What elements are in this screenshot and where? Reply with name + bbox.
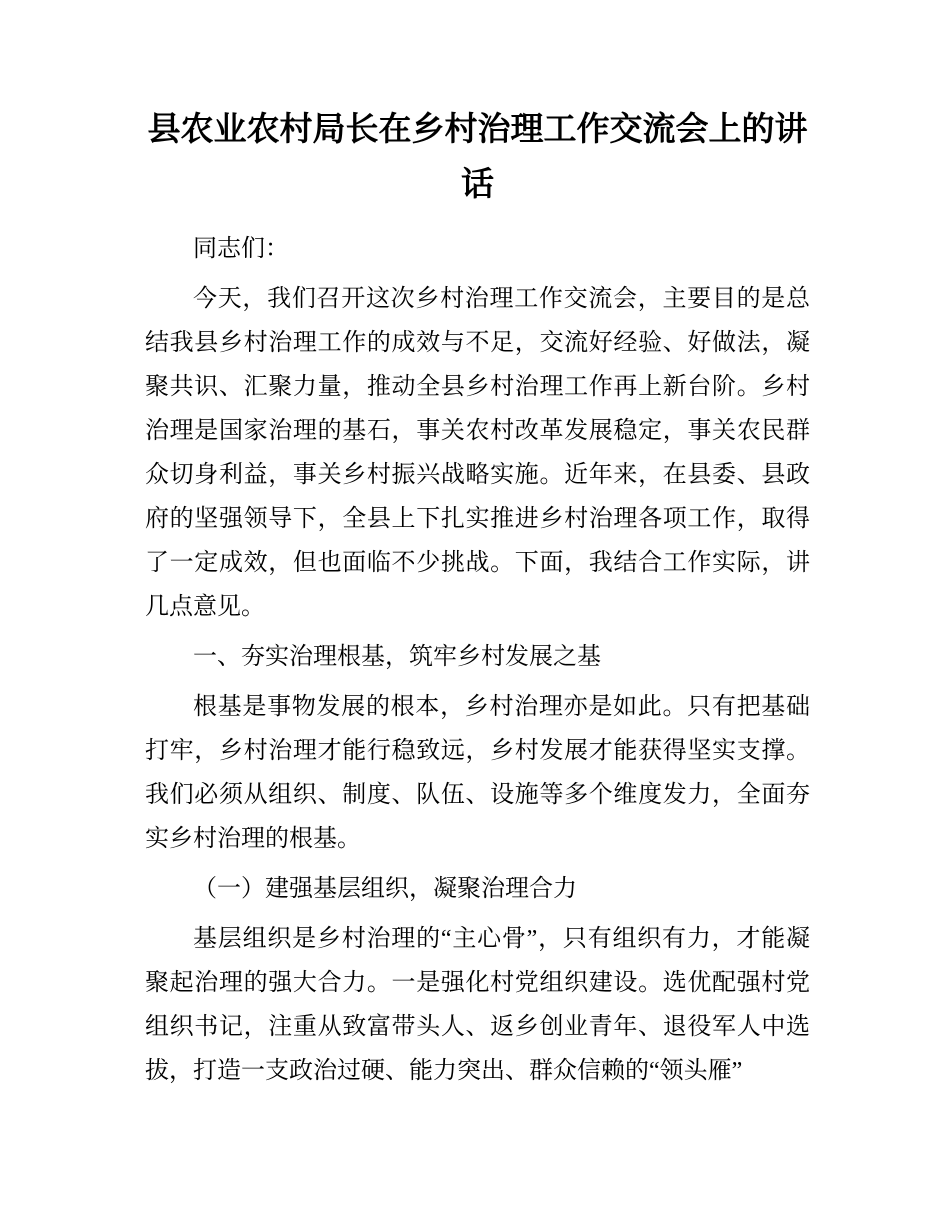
paragraph-opening: 今天，我们召开这次乡村治理工作交流会，主要目的是总结我县乡村治理工作的成效与不足，交流好经验、好做法，凝聚共识、汇聚力量，推动全县乡村治理工作再上新台阶。乡村治理是国家治理的基石，事关农村改革发展稳定，事关农民群众切身利益，事关乡村振兴战略实施。近年来，在县委、县政府的坚强领导下，全县上下扎实推进乡村治理各项工作，取得了一定成效，但也面临不少挑战。下面，我结合工作实际，讲几点意见。 [145,286,810,620]
subsection-heading-1: （一）建强基层组织，凝聚治理合力 [193,876,577,902]
paragraph-section-1-intro: 根基是事物发展的根本，乡村治理亦是如此。只有把基础打牢，乡村治理才能行稳致远，乡村发展才能获得坚实支撑。我们必须从组织、制度、队伍、设施等多个维度发力，全面夯实乡村治理的根基。 [145,694,810,852]
salutation: 同志们： [193,236,289,262]
section-heading-1: 一、夯实治理根基，筑牢乡村发展之基 [193,644,601,670]
document-title: 县农业农村局长在乡村治理工作交流会上的讲话 [147,112,808,203]
paragraph-subsection-1: 基层组织是乡村治理的“主心骨”，只有组织有力，才能凝聚起治理的强大合力。一是强化村党组织建设。选优配强村党组织书记，注重从致富带头人、返乡创业青年、退役军人中选拔，打造一支政治过硬、能力突出、群众信赖的“领头雁” [145,926,810,1084]
